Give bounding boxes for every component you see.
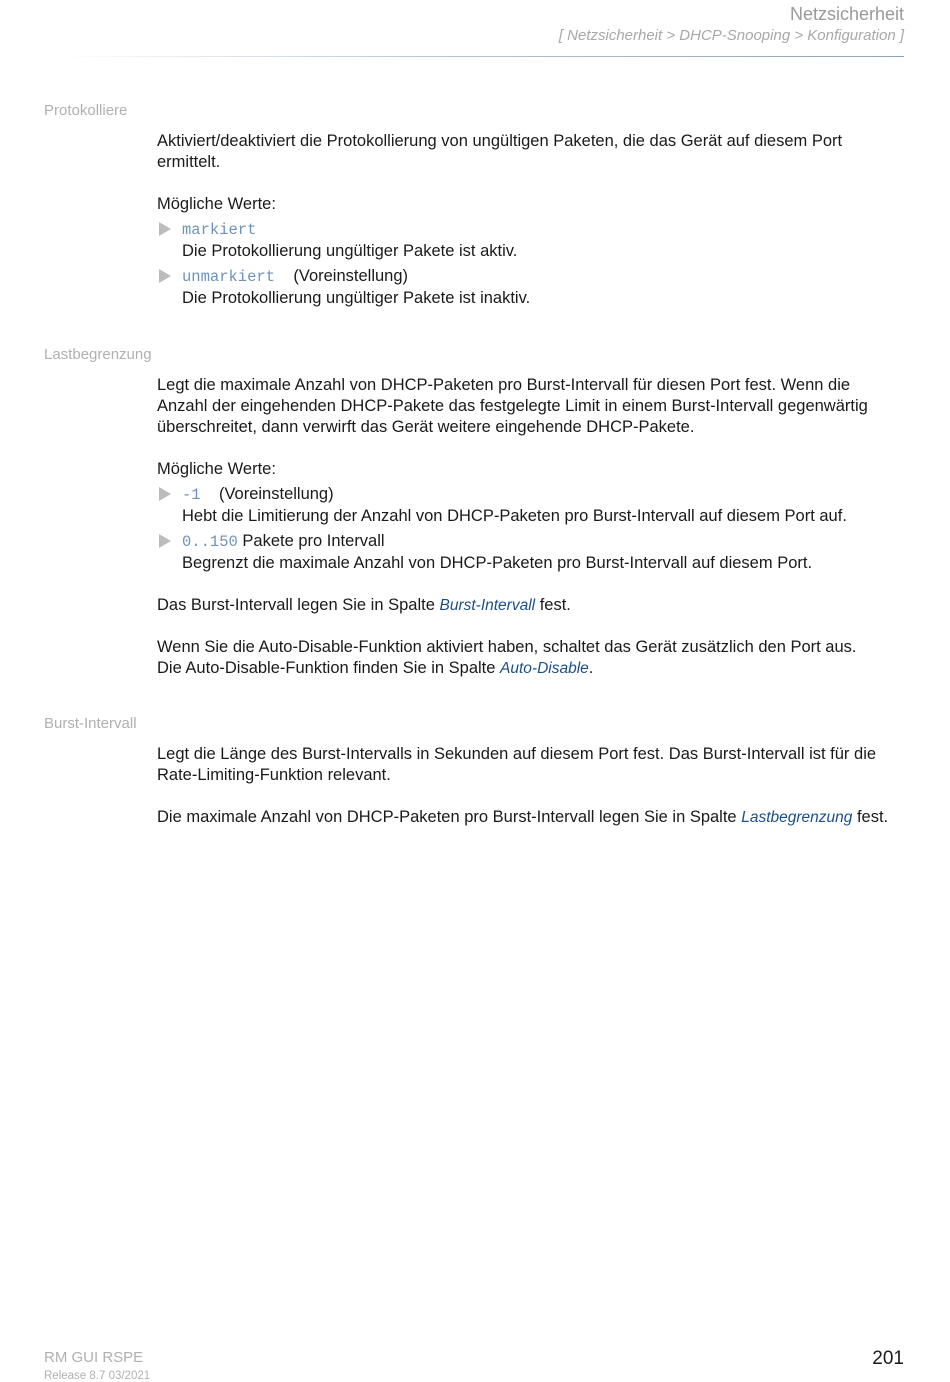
bullet-triangle-icon	[159, 534, 171, 548]
header-divider	[60, 56, 904, 57]
possible-values-heading: Mögliche Werte:	[157, 195, 276, 213]
value-default-note: (Voreinstellung)	[293, 267, 409, 285]
section-label: Burst-Intervall	[44, 715, 137, 732]
section-protokolliere	[44, 101, 904, 313]
release-info: Release 8.7 03/2021	[44, 1370, 151, 1382]
link-lastbegrenzung[interactable]: Lastbegrenzung	[741, 809, 853, 826]
document-id: RM GUI RSPE	[44, 1349, 144, 1366]
value-item	[157, 531, 904, 574]
value-description: Die Protokollierung ungültiger Pakete ist aktiv.	[182, 242, 518, 260]
possible-values-heading: Mögliche Werte:	[157, 460, 276, 478]
value-code: -1	[182, 486, 201, 504]
link-burst-intervall[interactable]: Burst-Intervall	[439, 597, 536, 614]
breadcrumb: [ Netzsicherheit > DHCP-Snooping > Konfiguration ]	[558, 27, 904, 44]
value-unit-note: Pakete pro Intervall	[242, 532, 385, 550]
value-item	[157, 484, 904, 527]
value-code: 0..150	[182, 533, 238, 551]
bullet-triangle-icon	[159, 487, 171, 501]
auto-disable-paragraph: Wenn Sie die Auto-Disable-Funktion aktiviert haben, schaltet das Gerät zusätzlich den Port aus. Die Auto-Disable-Funktion finden Sie in Spalte Auto-Disable.	[157, 638, 857, 677]
chapter-title: Netzsicherheit	[789, 4, 904, 24]
section-lastbegrenzung	[44, 345, 904, 679]
section-body	[157, 131, 904, 309]
description-paragraph: Aktiviert/deaktiviert die Protokollierung von ungültigen Paketen, die das Gerät auf diesem Port ermittelt.	[157, 132, 843, 171]
section-body	[157, 744, 904, 828]
bullet-triangle-icon	[159, 269, 171, 283]
value-description: Hebt die Limitierung der Anzahl von DHCP-Paketen pro Burst-Intervall auf diesem Port auf.	[182, 507, 847, 525]
description-paragraph: Legt die maximale Anzahl von DHCP-Paketen pro Burst-Intervall für diesen Port fest. Wenn die Anzahl der eingehenden DHCP-Pakete das festgelegte Limit in einem Burst-Intervall gegenwärtig überschreitet, dann verwirft das Gerät weitere eingehende DHCP-Pakete.	[157, 376, 868, 436]
value-description: Begrenzt die maximale Anzahl von DHCP-Paketen pro Burst-Intervall auf diesem Port.	[182, 554, 813, 572]
link-auto-disable[interactable]: Auto-Disable	[500, 660, 589, 677]
page-number: 201	[872, 1348, 904, 1369]
value-code: unmarkiert	[182, 268, 276, 286]
bullet-triangle-icon	[159, 222, 171, 236]
value-code: markiert	[182, 221, 257, 239]
burst-interval-reference: Das Burst-Intervall legen Sie in Spalte Burst-Intervall fest.	[157, 596, 571, 614]
value-item	[157, 219, 904, 262]
section-label: Protokolliere	[44, 102, 128, 119]
section-body	[157, 375, 904, 679]
page-header	[559, 3, 904, 46]
section-burst-intervall	[44, 714, 904, 828]
rate-limit-reference: Die maximale Anzahl von DHCP-Paketen pro Burst-Intervall legen Sie in Spalte Lastbegrenzung fest.	[157, 808, 889, 826]
value-item	[157, 266, 904, 309]
section-label: Lastbegrenzung	[44, 346, 152, 363]
value-default-note: (Voreinstellung)	[218, 485, 334, 503]
value-description: Die Protokollierung ungültiger Pakete ist inaktiv.	[182, 289, 531, 307]
description-paragraph: Legt die Länge des Burst-Intervalls in Sekunden auf diesem Port fest. Das Burst-Intervall ist für die Rate-Limiting-Funktion relevant.	[157, 745, 877, 784]
